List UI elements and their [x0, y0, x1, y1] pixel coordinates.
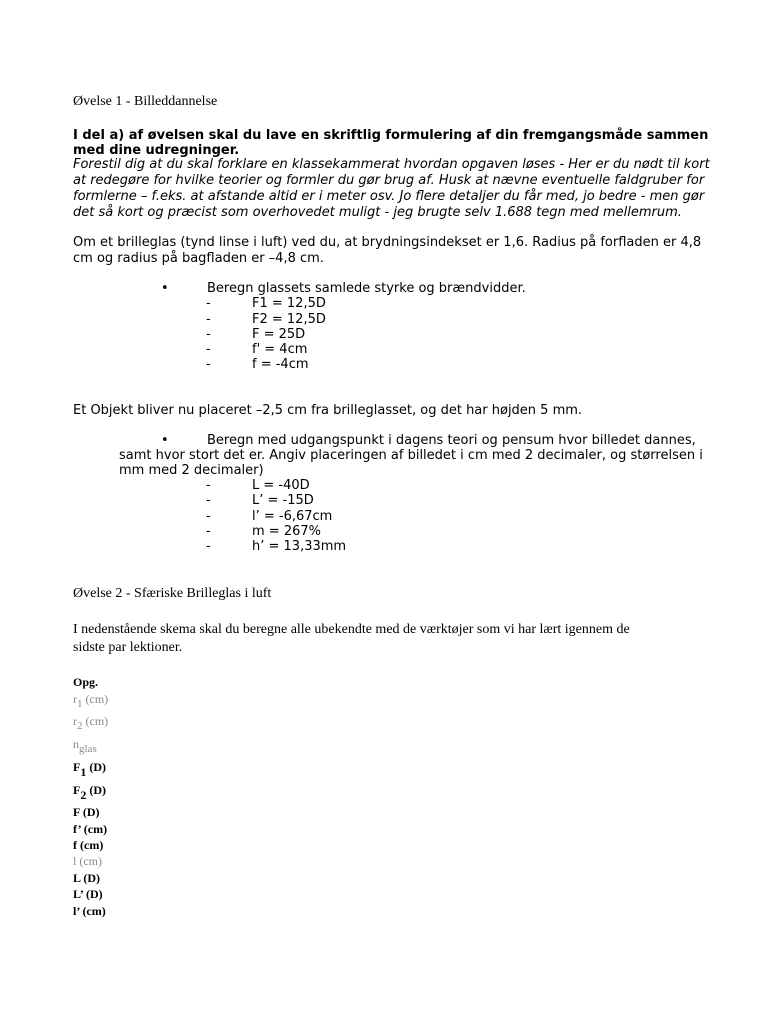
- row-label-F1: F1 (D): [73, 760, 107, 779]
- dash-icon: -: [206, 509, 211, 524]
- answer-L: L = -40D: [252, 478, 310, 493]
- row-label-n-glas: nglas: [73, 737, 97, 755]
- dash-icon: -: [206, 342, 211, 357]
- answer-f2: F2 = 12,5D: [252, 312, 326, 327]
- row-label-f-prime: f’ (cm): [73, 822, 108, 836]
- row-label-F2: F2 (D): [73, 783, 107, 802]
- task-1-bullet: Beregn glassets samlede styrke og brændvidder.: [207, 281, 526, 296]
- task-2-bullet-line-2: samt hvor stort det er. Angiv placeringen af billedet i cm med 2 decimaler, og størrelsen i: [119, 448, 703, 463]
- row-label-l: l (cm): [73, 854, 102, 868]
- answer-m: m = 267%: [252, 524, 321, 539]
- instruction-bold-line-2: med dine udregninger.: [73, 143, 240, 158]
- row-label-L: L (D): [73, 871, 100, 885]
- row-label-r1: r1 (cm): [73, 692, 109, 710]
- exercise-2-paragraph-line-2: sidste par lektioner.: [73, 640, 183, 655]
- instruction-italic-line-2: at redegøre for hvilke teorier og formler du gør brug af. Husk at nævne eventuelle faldgruber for: [73, 173, 705, 188]
- row-label-L-prime: L’ (D): [73, 887, 103, 901]
- row-label-l-prime: l’ (cm): [73, 904, 106, 918]
- dash-icon: -: [206, 539, 211, 554]
- instruction-italic-line-1: Forestil dig at du skal forklare en klassekammerat hvordan opgaven løses - Her er du nødt til kort: [73, 157, 710, 172]
- answer-f-object: f = -4cm: [252, 357, 309, 372]
- dash-icon: -: [206, 296, 211, 311]
- answer-L-prime: L’ = -15D: [252, 493, 314, 508]
- row-label-r2: r2 (cm): [73, 714, 109, 732]
- answer-f1: F1 = 12,5D: [252, 296, 326, 311]
- dash-icon: -: [206, 312, 211, 327]
- dash-icon: -: [206, 327, 211, 342]
- dash-icon: -: [206, 524, 211, 539]
- instruction-italic-line-4: det så kort og præcist som overhovedet muligt - jeg brugte selv 1.688 tegn med mellemrum.: [73, 205, 682, 220]
- lens-description-line-2: cm og radius på bagfladen er –4,8 cm.: [73, 251, 324, 266]
- answer-f-prime: f' = 4cm: [252, 342, 308, 357]
- dash-icon: -: [206, 478, 211, 493]
- answer-l-prime: l’ = -6,67cm: [252, 509, 333, 524]
- dash-icon: -: [206, 493, 211, 508]
- instruction-italic-line-3: formlerne – f.eks. at afstande altid er i meter osv. Jo flere detaljer du får med, jo bedre - men gør: [73, 189, 705, 204]
- row-label-opg: Opg.: [73, 675, 99, 689]
- instruction-bold-line-1: I del a) af øvelsen skal du lave en skriftlig formulering af din fremgangsmåde sammen: [73, 128, 709, 143]
- exercise-2-title: Øvelse 2 - Sfæriske Brilleglas i luft: [73, 586, 272, 601]
- bullet-icon: •: [161, 433, 169, 448]
- answer-f: F = 25D: [252, 327, 306, 342]
- exercise-2-paragraph-line-1: I nedenstående skema skal du beregne alle ubekendte med de værktøjer som vi har lært igennem de: [73, 622, 630, 637]
- task-2-bullet-line-3: mm med 2 decimaler): [119, 463, 264, 478]
- row-label-f: f (cm): [73, 838, 104, 852]
- object-description: Et Objekt bliver nu placeret –2,5 cm fra brilleglasset, og det har højden 5 mm.: [73, 403, 583, 418]
- answer-h-prime: h’ = 13,33mm: [252, 539, 347, 554]
- task-2-bullet-line-1: Beregn med udgangspunkt i dagens teori og pensum hvor billedet dannes,: [207, 433, 696, 448]
- lens-description-line-1: Om et brilleglas (tynd linse i luft) ved du, at brydningsindekset er 1,6. Radius på forfladen er 4,8: [73, 235, 702, 250]
- dash-icon: -: [206, 357, 211, 372]
- row-label-F: F (D): [73, 805, 100, 819]
- bullet-icon: •: [161, 281, 169, 296]
- exercise-1-title: Øvelse 1 - Billeddannelse: [73, 94, 218, 109]
